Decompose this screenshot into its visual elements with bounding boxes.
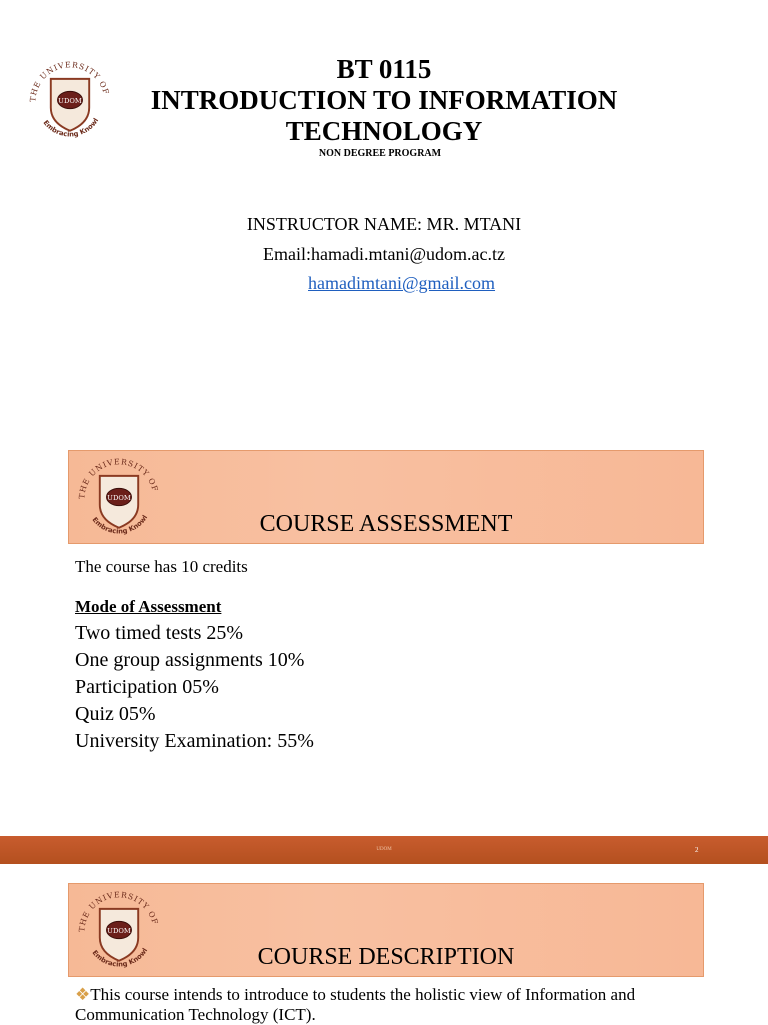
- description-line2: Communication Technology (ICT).: [75, 1005, 316, 1024]
- assessment-item: University Examination: 55%: [75, 730, 314, 752]
- svg-text:UDOM: UDOM: [58, 96, 82, 105]
- svg-text:Embracing Knowledge: Embracing Knowl: [90, 513, 150, 536]
- course-assessment-banner: [68, 450, 704, 544]
- footer-label: UDOM: [376, 847, 392, 852]
- assessment-item: Quiz 05%: [75, 703, 156, 725]
- instructor-email: Email:hamadi.mtani@udom.ac.tz: [262, 244, 505, 264]
- page-number: 2: [695, 846, 699, 854]
- slide-footer-bar: [0, 836, 768, 864]
- svg-text:Embracing Knowledge: Embracing Knowl: [90, 946, 150, 969]
- course-description-text: [75, 985, 725, 1025]
- course-assessment-heading: COURSE ASSESSMENT: [259, 511, 513, 537]
- assessment-item: Participation 05%: [75, 676, 219, 698]
- svg-text:THE UNIVERSITY OF DODOMA: THE UNIVERSITY OF: [77, 890, 160, 933]
- course-title: [0, 54, 768, 147]
- instructor-name: INSTRUCTOR NAME: MR. MTANI: [246, 214, 522, 234]
- course-description-heading: COURSE DESCRIPTION: [257, 944, 515, 970]
- program-label: NON DEGREE PROGRAM: [318, 148, 442, 159]
- mode-of-assessment-heading: Mode of Assessment: [75, 597, 222, 616]
- course-code: BT 0115: [336, 54, 432, 84]
- svg-text:Embracing Knowledge: Embracing Knowl: [41, 116, 101, 139]
- svg-text:THE UNIVERSITY OF DODOMA: THE UNIVERSITY OF: [28, 60, 111, 103]
- course-title-line1: INTRODUCTION TO INFORMATION: [150, 85, 618, 115]
- course-description-banner: [68, 883, 704, 977]
- credits-text: The course has 10 credits: [75, 557, 248, 576]
- description-line1: This course intends to introduce to students the holistic view of Information and: [90, 985, 636, 1004]
- assessment-item: Two timed tests 25%: [75, 622, 244, 644]
- svg-text:UDOM: UDOM: [107, 926, 131, 935]
- instructor-email-link[interactable]: hamadimtani@gmail.com: [308, 273, 496, 293]
- course-title-line2: TECHNOLOGY: [285, 116, 483, 146]
- assessment-list: [75, 620, 314, 755]
- svg-text:UDOM: UDOM: [107, 493, 131, 502]
- diamond-bullet-icon: ❖: [75, 985, 91, 1004]
- svg-text:THE UNIVERSITY OF DODOMA: THE UNIVERSITY OF: [77, 457, 160, 500]
- assessment-item: One group assignments 10%: [75, 649, 305, 671]
